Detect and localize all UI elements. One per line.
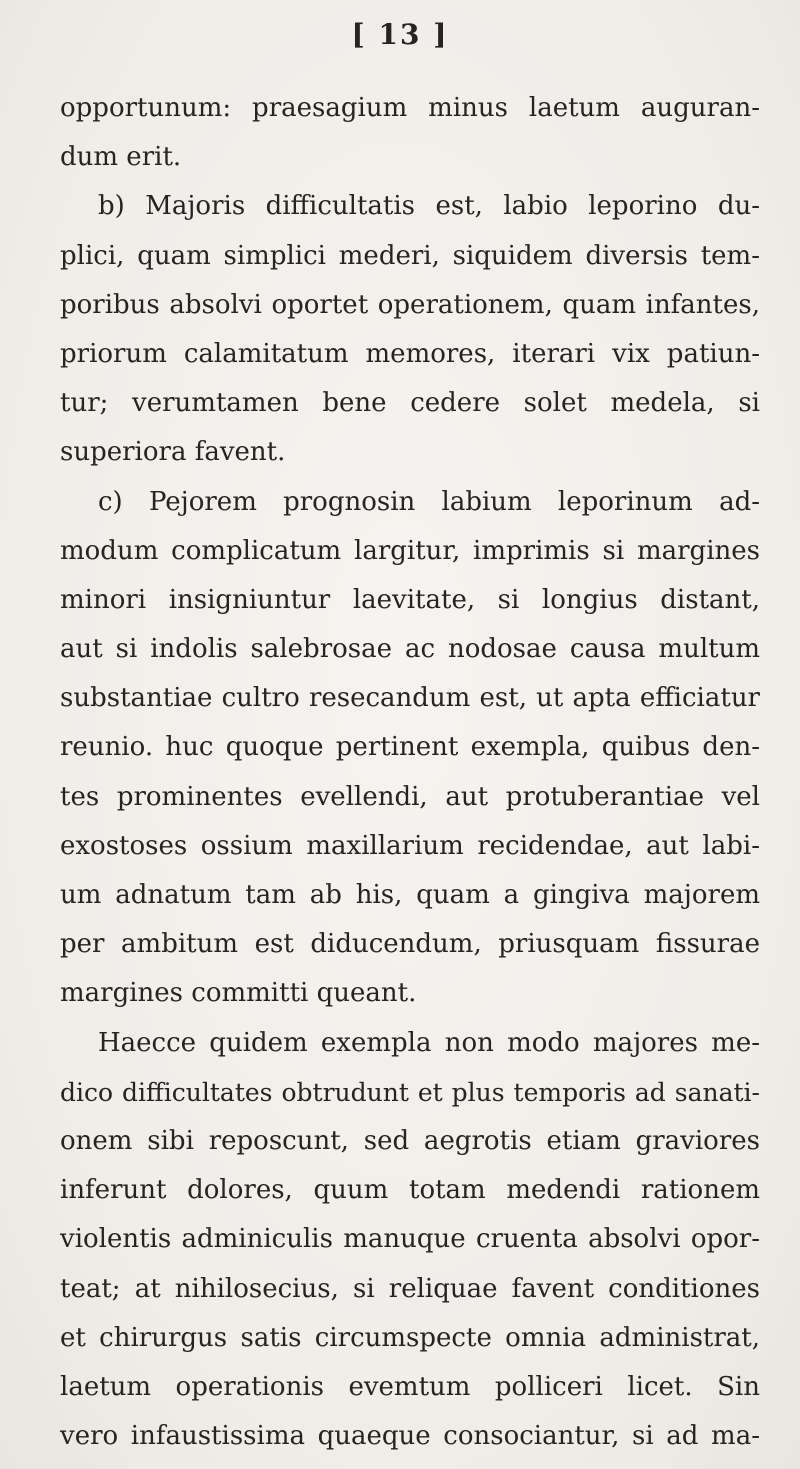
text-line: dico difficultates obtrudunt et plus temporis ad sanati- xyxy=(60,1077,760,1107)
text-line: laetum operationis evemtum polliceri licet. Sin xyxy=(60,1371,760,1402)
text-line: Haecce quidem exempla non modo majores me- xyxy=(98,1027,760,1058)
text-line: per ambitum est diducendum, priusquam fissurae xyxy=(60,929,760,960)
text-line: priorum calamitatum memores, iterari vix patiun- xyxy=(60,338,760,369)
text-line: substantiae cultro resecandum est, ut apta efficiatur xyxy=(60,683,760,714)
text-line: vero infaustissima quaeque consociantur, si ad ma- xyxy=(60,1421,760,1452)
text-line: exostoses ossium maxillarium recidendae, aut labi- xyxy=(60,830,760,861)
text-line: reunio. huc quoque pertinent exempla, quibus den- xyxy=(60,732,760,763)
text-line: inferunt dolores, quum totam medendi rationem xyxy=(60,1175,760,1206)
text-line: plici, quam simplici mederi, siquidem diversis tem- xyxy=(60,240,760,271)
text-line: aut si indolis salebrosae ac nodosae causa multum xyxy=(60,634,760,665)
text-line: superiora favent. xyxy=(60,437,286,468)
text-line: teat; at nihilosecius, si reliquae favent conditiones xyxy=(60,1273,760,1304)
text-line: modum complicatum largitur, imprimis si margines xyxy=(60,535,760,566)
text-line: onem sibi reposcunt, sed aegrotis etiam graviores xyxy=(60,1125,760,1156)
text-line: tur; verumtamen bene cedere solet medela, si xyxy=(60,388,760,419)
text-line: tes prominentes evellendi, aut protuberantiae vel xyxy=(60,781,760,812)
text-line: violentis adminiculis manuque cruenta absolvi opor- xyxy=(60,1224,760,1255)
text-line: dum erit. xyxy=(60,142,182,173)
text-line: poribus absolvi oportet operationem, quam infantes, xyxy=(60,289,760,320)
text-line: minori insigniuntur laevitate, si longius distant, xyxy=(60,584,760,615)
text-line: b) Majoris difficultatis est, labio leporino du- xyxy=(98,191,760,222)
text-line: c) Pejorem prognosin labium leporinum ad- xyxy=(98,486,760,517)
text-line: opportunum: praesagium minus laetum auguran- xyxy=(60,93,760,123)
page-number: [ 13 ] xyxy=(351,18,449,51)
body-text xyxy=(60,84,760,1461)
text-line: um adnatum tam ab his, quam a gingiva majorem xyxy=(60,880,760,910)
text-line: margines committi queant. xyxy=(60,978,417,1009)
text-line: et chirurgus satis circumspecte omnia administrat, xyxy=(60,1322,760,1353)
